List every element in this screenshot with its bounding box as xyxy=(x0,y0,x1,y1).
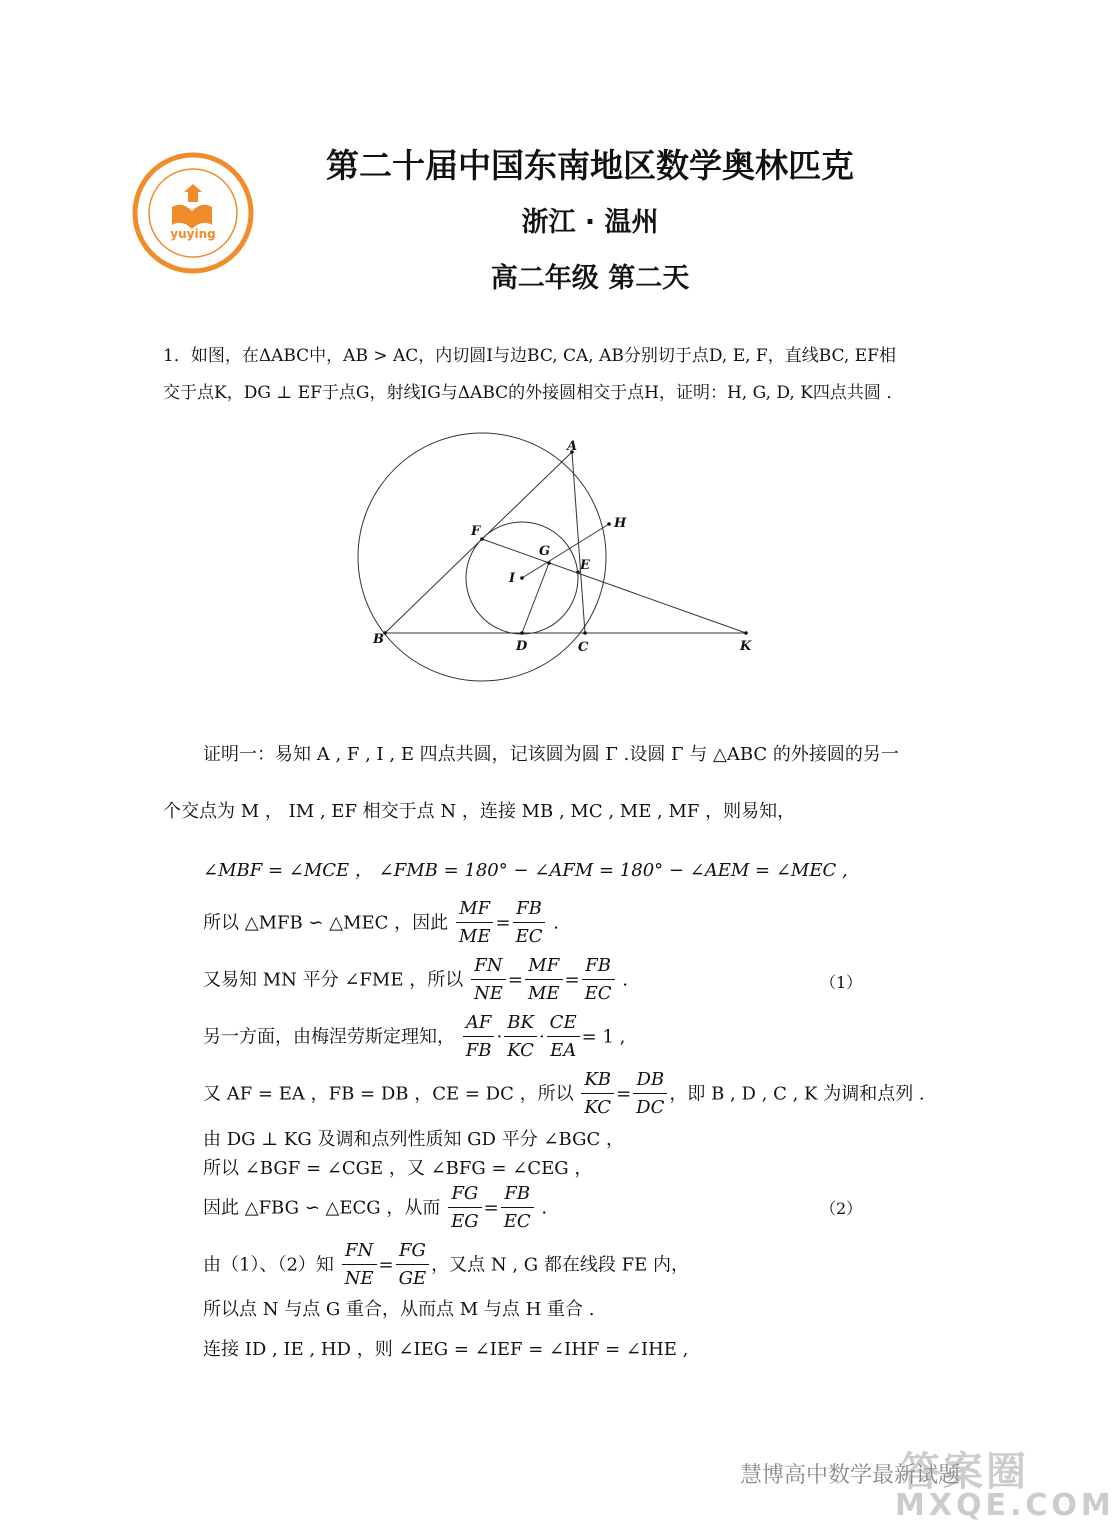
proof-para-2: 个交点为 M ， IM , EF 相交于点 N ，连接 MB , MC , ME , MF ，则易知， xyxy=(163,801,796,822)
location-subtitle: 浙江 · 温州 xyxy=(521,207,659,238)
problem-statement xyxy=(163,338,923,412)
proof-line-9: 由（1）、（2）知 $\frac{FN}{NE}$ = $\frac{FG}{GE}$ ，又点 N , G 都在线段 FE 内， xyxy=(203,1238,689,1293)
proof-line-3: 又易知 MN 平分 ∠FME ，所以 $\frac{FN}{NE}$ = $\frac{MF}{ME}$ = $\frac{FB}{EC}$ . xyxy=(203,953,628,1008)
geometry-figure xyxy=(350,432,770,732)
school-logo xyxy=(132,152,254,274)
label-A: A xyxy=(567,439,578,454)
label-B: B xyxy=(373,632,384,647)
fraction-FB-EC-2: $\frac{FB}{EC}$ xyxy=(582,953,615,1008)
page-title: 第二十届中国东南地区数学奥林匹克 xyxy=(326,146,854,185)
label-F: F xyxy=(471,524,481,539)
fraction-FN-NE-2: $\frac{FN}{NE}$ xyxy=(342,1238,377,1293)
proof-line-9-text: 由（1）、（2）知 xyxy=(203,1254,334,1276)
logo-text: yuying xyxy=(170,227,216,241)
segment-DG xyxy=(522,563,549,633)
fraction-BK-KC: $\frac{BK}{KC}$ xyxy=(504,1010,537,1065)
label-H: H xyxy=(614,516,627,531)
equation-number-2: （2） xyxy=(820,1199,863,1218)
fraction-MF-ME: $\frac{MF}{ME}$ xyxy=(456,896,494,951)
segment-FK xyxy=(482,539,746,633)
watermark-site-logo: 答案圈 xyxy=(900,1449,1029,1495)
proof-line-11: 连接 ID , IE , HD ，则 ∠IEG = ∠IEF = ∠IHF = ∠IHE , xyxy=(203,1339,689,1360)
proof-line-1: ∠MBF = ∠MCE ， ∠FMB = 180° − ∠AFM = 180° − ∠AEM = ∠MEC , xyxy=(203,860,848,881)
fraction-KB-KC: $\frac{KB}{KC}$ xyxy=(581,1067,614,1122)
fraction-DB-DC: $\frac{DB}{DC}$ xyxy=(633,1067,667,1122)
segment-BA xyxy=(385,452,572,633)
equation-number-1: （1） xyxy=(820,973,863,992)
proof-line-3-text: 又易知 MN 平分 ∠FME ，所以 xyxy=(203,969,464,991)
grade-day-subtitle: 高二年级 第二天 xyxy=(490,263,690,294)
label-D: D xyxy=(516,639,528,654)
problem-line-2: 交于点K，DG ⊥ EF于点G，射线IG与ΔABC的外接圆相交于点H，证明：H, G, D, K四点共圆 ． xyxy=(163,383,904,403)
proof-para-1: 证明一：易知 A , F , I , E 四点共圆，记该圆为圆 Γ .设圆 Γ 与 △ABC 的外接圆的另一 xyxy=(203,744,899,765)
problem-line-1: 1．如图，在ΔABC中，AB > AC，内切圆I与边BC, CA, AB分别切于点D, E, F，直线BC, EF相 xyxy=(163,346,896,366)
fraction-FB-EC: $\frac{FB}{EC}$ xyxy=(513,896,546,951)
proof-line-2-text: 所以 △MFB ∽ △MEC ，因此 xyxy=(203,912,449,934)
proof-line-7: 所以 ∠BGF = ∠CGE ，又 ∠BFG = ∠CEG ， xyxy=(203,1158,593,1179)
ray-IH xyxy=(522,524,609,578)
watermark-account: 慧博高中数学最新试题 xyxy=(740,1463,961,1488)
proof-line-4-text: 另一方面，由梅涅劳斯定理知， xyxy=(203,1026,455,1048)
proof-line-10: 所以点 N 与点 G 重合，从而点 M 与点 H 重合 . xyxy=(203,1299,595,1320)
circumcircle xyxy=(358,433,606,681)
watermark-site-url: MXQE.COM xyxy=(895,1488,1115,1523)
fraction-MF-ME-2: $\frac{MF}{ME}$ xyxy=(525,953,563,1008)
label-C: C xyxy=(578,640,589,655)
fraction-FG-GE: $\frac{FG}{GE}$ xyxy=(396,1238,430,1293)
proof-line-5-text: 又 AF = EA ，FB = DB ，CE = DC ，所以 xyxy=(203,1083,574,1105)
fraction-AF-FB: $\frac{AF}{FB}$ xyxy=(463,1010,495,1065)
fraction-CE-EA: $\frac{CE}{EA}$ xyxy=(547,1010,580,1065)
proof-line-5: 又 AF = EA ，FB = DB ，CE = DC ，所以 $\frac{KB}{KC}$ = $\frac{DB}{DC}$ ，即 B , D , C , K 为调和点列 . xyxy=(203,1067,925,1122)
proof-line-4: 另一方面，由梅涅劳斯定理知， $\frac{AF}{FB}$ · $\frac{BK}{KC}$ · $\frac{CE}{EA}$ = 1 , xyxy=(203,1010,625,1065)
proof-line-8: 因此 △FBG ∽ △ECG ，从而 $\frac{FG}{EG}$ = $\frac{FB}{EC}$ . xyxy=(203,1181,547,1236)
label-I: I xyxy=(509,571,516,586)
proof-line-8-text: 因此 △FBG ∽ △ECG ，从而 xyxy=(203,1197,441,1219)
label-E: E xyxy=(580,558,590,573)
label-K: K xyxy=(740,639,752,654)
fraction-FB-EC-3: $\frac{FB}{EC}$ xyxy=(501,1181,534,1236)
fraction-FN-NE: $\frac{FN}{NE}$ xyxy=(471,953,506,1008)
label-G: G xyxy=(539,544,551,559)
proof-line-6: 由 DG ⊥ KG 及调和点列性质知 GD 平分 ∠BGC ， xyxy=(203,1129,624,1150)
proof-line-2: 所以 △MFB ∽ △MEC ，因此 $\frac{MF}{ME}$ = $\frac{FB}{EC}$ . xyxy=(203,896,559,951)
fraction-FG-EG: $\frac{FG}{EG}$ xyxy=(448,1181,482,1236)
